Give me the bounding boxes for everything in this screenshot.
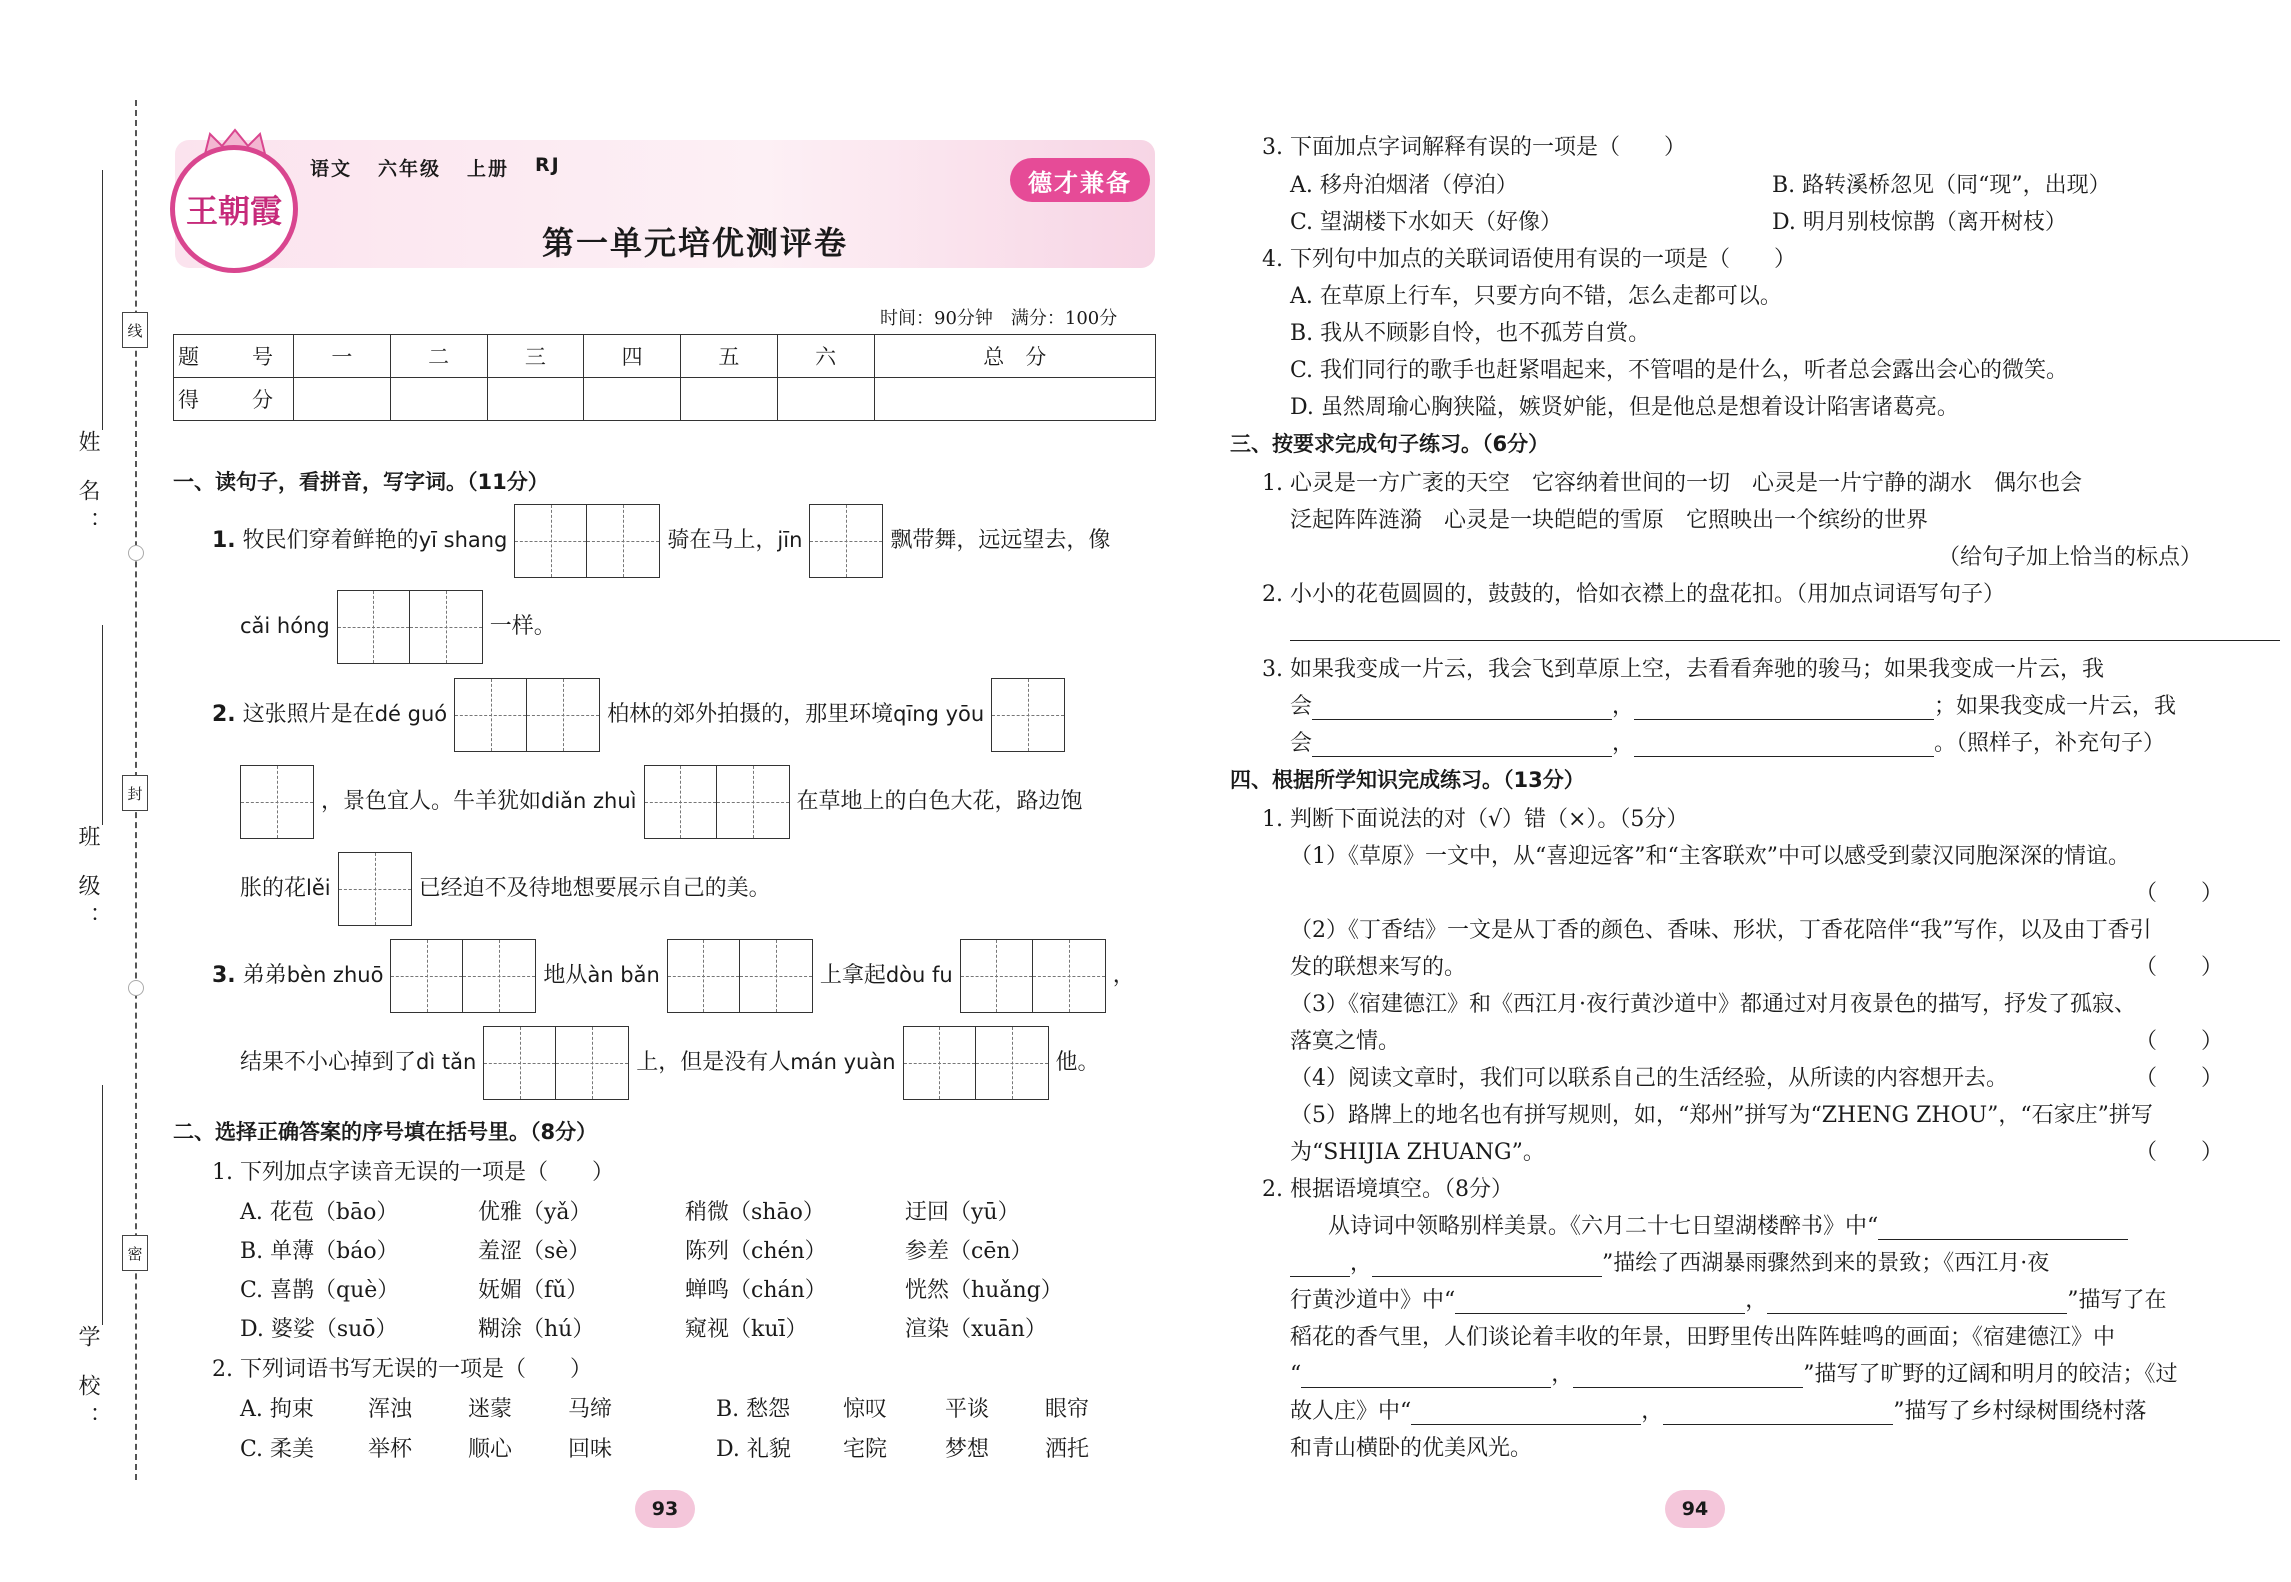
- pinyin: lěi: [306, 876, 331, 900]
- writing-grid[interactable]: [667, 939, 813, 1013]
- option-word: 宅院: [843, 1437, 888, 1462]
- section2-title: 二、选择正确答案的序号填在括号里。（8分）: [173, 1120, 598, 1144]
- pinyin: diǎn zhuì: [541, 789, 637, 813]
- writing-grid[interactable]: [809, 504, 883, 578]
- score-table-cell: 总 分: [874, 335, 1156, 378]
- mark-feng: 封: [122, 775, 148, 811]
- text: ”描写了在: [2067, 1288, 2167, 1313]
- text: 弟弟: [242, 963, 287, 988]
- text: 会: [1290, 694, 1313, 719]
- pinyin: jīn: [777, 528, 803, 552]
- text: ，: [1551, 1362, 1574, 1387]
- text: 飘带舞，远远望去，像: [890, 528, 1111, 553]
- text: 会: [1290, 731, 1313, 756]
- answer-paren[interactable]: （ ）: [2135, 881, 2224, 906]
- blank[interactable]: [1411, 1401, 1641, 1425]
- text: ，景色宜人。牛羊犹如: [321, 789, 542, 814]
- blank[interactable]: [1312, 696, 1612, 720]
- binding-hole: [128, 980, 144, 996]
- text: ”描写了旷野的辽阔和明月的皎洁；《过: [1803, 1362, 2178, 1387]
- s4-judge-2b: 发的联想来写的。: [1290, 955, 1467, 980]
- option: 渲染（xuān）: [905, 1317, 1047, 1342]
- score-table-cell: 一: [294, 335, 391, 378]
- brand-logo: [170, 145, 298, 273]
- text: ，: [1641, 1399, 1664, 1424]
- s4-judge-1: （1）《草原》一文中，从“喜迎远客”和“主客联欢”中可以感受到蒙汉同胞深深的情谊。: [1290, 844, 2130, 869]
- s4-fill-line2: ， ”描绘了西湖暴雨骤然到来的景致；《西江月·夜: [1290, 1246, 2049, 1277]
- option: 稍微（shāo）: [685, 1200, 825, 1225]
- text: 行黄沙道中》中“: [1290, 1288, 1456, 1313]
- option[interactable]: B. 我从不顾影自怜，也不孤芳自赏。: [1290, 321, 1651, 346]
- option[interactable]: D. 礼貌: [716, 1437, 791, 1462]
- writing-grid[interactable]: [454, 678, 600, 752]
- writing-grid[interactable]: [240, 765, 314, 839]
- time-score-info: 时间：90分钟 满分：100分: [880, 308, 1118, 329]
- option[interactable]: A. 拘束: [240, 1397, 314, 1422]
- logo-text: 王朝霞: [185, 192, 282, 230]
- option: 蝉鸣（chán）: [685, 1278, 827, 1303]
- s4-judge-4: （4）阅读文章时，我们可以联系自己的生活经验，从所读的内容想开去。: [1290, 1066, 2008, 1091]
- pinyin: yī shang: [418, 528, 508, 552]
- answer-paren[interactable]: （ ）: [2135, 1029, 2224, 1054]
- option: 窥视（kuī）: [685, 1317, 808, 1342]
- blank[interactable]: [1290, 1253, 1350, 1277]
- option-word: 眼帘: [1045, 1397, 1090, 1422]
- section4-title: 四、根据所学知识完成练习。（13分）: [1230, 768, 1585, 792]
- text: 一样。: [489, 614, 556, 639]
- s1-question-3-cont: [240, 1026, 1100, 1100]
- writing-grid[interactable]: [903, 1026, 1049, 1100]
- answer-paren[interactable]: （ ）: [2135, 1066, 2224, 1091]
- question-number: 1.: [212, 528, 236, 553]
- writing-grid[interactable]: [483, 1026, 629, 1100]
- score-input-cell[interactable]: [777, 378, 874, 421]
- s2-question-2: 2. 下列词语书写无误的一项是（ ）: [212, 1357, 592, 1382]
- s2-question-4: 4. 下列句中加点的关联词语使用有误的一项是（ ）: [1262, 247, 1796, 272]
- score-table-cell: 三: [487, 335, 584, 378]
- option-word: 惊叹: [843, 1397, 888, 1422]
- s3-q3-line3: [1290, 726, 2165, 757]
- option-word: 洒托: [1045, 1437, 1090, 1462]
- s4-q2: 2. 根据语境填空。（8分）: [1262, 1177, 1513, 1202]
- section1-title: 一、读句子，看拼音，写字词。（11分）: [173, 470, 549, 494]
- text: 在草地上的白色大花，路边饱: [796, 789, 1083, 814]
- option-word: 举杯: [368, 1437, 413, 1462]
- answer-line[interactable]: [1290, 640, 2280, 641]
- s4-judge-5a: （5）路牌上的地名也有拼写规则，如，“郑州”拼写为“ZHENG ZHOU”，“石家庄”拼写: [1290, 1103, 2153, 1128]
- blank[interactable]: [1634, 696, 1934, 720]
- text: 柏林的郊外拍摄的，那里环境: [607, 702, 894, 727]
- blank[interactable]: [1634, 733, 1934, 757]
- s4-q1: 1. 判断下面说法的对（√）错（×）。（5分）: [1262, 807, 1689, 832]
- option[interactable]: C. 我们同行的歌手也赶紧唱起来，不管唱的是什么，听者总会露出会心的微笑。: [1290, 358, 2069, 383]
- pinyin: dì tǎn: [416, 1050, 477, 1074]
- s4-judge-3b: 落寞之情。: [1290, 1029, 1401, 1054]
- school-underline: [102, 1085, 103, 1325]
- writing-grid[interactable]: [390, 939, 536, 1013]
- text: 上，但是没有人: [636, 1050, 791, 1075]
- s3-q2: 2. 小小的花苞圆圆的，鼓鼓的，恰如衣襟上的盘花扣。（用加点词语写句子）: [1262, 582, 2005, 607]
- question-number: 2.: [212, 702, 236, 727]
- option[interactable]: A. 花苞（bāo）: [240, 1200, 399, 1225]
- s4-fill-line3: [1290, 1283, 2167, 1314]
- s4-fill-line4: 稻花的香气里，人们谈论着丰收的年景，田野里传出阵阵蛙鸣的画面；《宿建德江》中: [1290, 1325, 2116, 1350]
- s1-question-2-cont: [240, 765, 1083, 839]
- option[interactable]: A. 移舟泊烟渚（停泊）: [1290, 173, 1518, 198]
- score-table: [173, 334, 1156, 421]
- text: ；如果我变成一片云，我: [1934, 694, 2177, 719]
- text: 牧民们穿着鲜艳的: [242, 528, 419, 553]
- score-input-cell[interactable]: [584, 378, 681, 421]
- text: 胀的花: [240, 876, 307, 901]
- edition: RJ: [535, 154, 561, 176]
- score-input-cell[interactable]: [681, 378, 778, 421]
- pinyin: bèn zhuō: [286, 963, 384, 987]
- option[interactable]: D. 明月别枝惊鹊（离开树枝）: [1772, 210, 2067, 235]
- brand-badge: 德才兼备: [1010, 158, 1150, 202]
- s3-q3-line1: 3. 如果我变成一片云，我会飞到草原上空，去看看奔驰的骏马；如果我变成一片云，我: [1262, 657, 2104, 682]
- blank[interactable]: [1301, 1364, 1551, 1388]
- blank[interactable]: [1663, 1401, 1893, 1425]
- subject: 语文: [310, 158, 353, 180]
- option: 妩媚（fǔ）: [478, 1278, 589, 1303]
- option[interactable]: D. 婆娑（suō）: [240, 1317, 398, 1342]
- score-table-cell: 二: [390, 335, 487, 378]
- grade: 六年级: [378, 158, 442, 180]
- writing-grid[interactable]: [991, 678, 1065, 752]
- option[interactable]: D. 虽然周瑜心胸狭隘，嫉贤妒能，但是他总是想着设计陷害诸葛亮。: [1290, 395, 1959, 420]
- text: ，: [1612, 731, 1635, 756]
- text: ，: [1612, 694, 1635, 719]
- text: 他。: [1055, 1050, 1100, 1075]
- option: 恍然（huǎng）: [905, 1278, 1063, 1303]
- blank[interactable]: [1372, 1253, 1602, 1277]
- text: 从诗词中领略别样美景。《六月二十七日望湖楼醉书》中“: [1328, 1214, 1879, 1239]
- pinyin: dé guó: [374, 702, 448, 726]
- name-label: 姓 名：: [75, 430, 100, 543]
- page-title: 第一单元培优测评卷: [541, 224, 848, 262]
- score-table-cell: 五: [681, 335, 778, 378]
- option: 迂回（yū）: [905, 1200, 1020, 1225]
- page-number-right: 94: [1665, 1490, 1725, 1528]
- text: 已经迫不及待地想要展示自己的美。: [418, 876, 771, 901]
- text: ”描绘了西湖暴雨骤然到来的景致；《西江月·夜: [1602, 1251, 2050, 1276]
- score-table-cell: 六: [777, 335, 874, 378]
- s4-judge-3a: （3）《宿建德江》和《西江月·夜行黄沙道中》都通过对月夜景色的描写，抒发了孤寂、: [1290, 992, 2136, 1017]
- score-input-cell[interactable]: [874, 378, 1156, 421]
- text: 结果不小心掉到了: [240, 1050, 417, 1075]
- blank[interactable]: [1878, 1216, 2128, 1240]
- blank[interactable]: [1573, 1364, 1803, 1388]
- writing-grid[interactable]: [337, 590, 483, 664]
- question-number: 3.: [212, 963, 236, 988]
- mark-mi: 密: [122, 1235, 148, 1271]
- blank[interactable]: [1767, 1290, 2067, 1314]
- writing-grid[interactable]: [644, 765, 790, 839]
- score-table-header-row: [174, 335, 1156, 378]
- text: 上拿起: [819, 963, 886, 988]
- s3-q1-line1: 1. 心灵是一方广袤的天空 它容纳着世间的一切 心灵是一片宁静的湖水 偶尔也会: [1262, 471, 2082, 496]
- option-word: 顺心: [468, 1437, 513, 1462]
- option: 糊涂（hú）: [478, 1317, 595, 1342]
- s1-question-1: [212, 504, 1110, 578]
- s1-question-3: [212, 939, 1135, 1013]
- s4-fill-line1: [1328, 1209, 2128, 1240]
- score-table-cell: 题 号: [174, 335, 294, 378]
- score-table-score-row: [174, 378, 1156, 421]
- s1-question-1-cont: [240, 590, 556, 664]
- option[interactable]: A. 在草原上行车，只要方向不错，怎么走都可以。: [1290, 284, 1782, 309]
- option: 羞涩（sè）: [478, 1239, 591, 1264]
- school-label: 学 校：: [75, 1325, 100, 1438]
- pinyin: dòu fu: [885, 963, 953, 987]
- section3-title: 三、按要求完成句子练习。（6分）: [1230, 432, 1550, 456]
- s2-question-1: 1. 下列加点字读音无误的一项是（ ）: [212, 1160, 614, 1185]
- option-word: 马缔: [568, 1397, 613, 1422]
- option[interactable]: C. 柔美: [240, 1437, 315, 1462]
- option[interactable]: B. 愁怨: [716, 1397, 791, 1422]
- option-word: 平谈: [945, 1397, 990, 1422]
- option-word: 浑浊: [368, 1397, 413, 1422]
- option[interactable]: C. 喜鹊（què）: [240, 1278, 400, 1303]
- pinyin: cǎi hóng: [240, 614, 330, 638]
- s4-judge-5b: 为“SHIJIA ZHUANG”。: [1290, 1140, 1545, 1165]
- text: 。（照样子，补充句子）: [1934, 731, 2166, 756]
- class-underline: [102, 625, 103, 825]
- s4-fill-line5: [1290, 1357, 2178, 1388]
- pinyin: àn bǎn: [587, 963, 660, 987]
- option: 参差（cēn）: [905, 1239, 1033, 1264]
- blank[interactable]: [1455, 1290, 1745, 1314]
- option-word: 梦想: [945, 1437, 990, 1462]
- binding-hole: [128, 545, 144, 561]
- writing-grid[interactable]: [514, 504, 660, 578]
- s3-q1-note: （给句子加上恰当的标点）: [1938, 545, 2203, 570]
- text: 故人庄》中“: [1290, 1399, 1412, 1424]
- mark-xian: 线: [122, 312, 148, 348]
- text: 这张照片是在: [242, 702, 375, 727]
- text: “: [1290, 1362, 1302, 1387]
- s4-judge-2a: （2）《丁香结》一文是从丁香的颜色、香味、形状，丁香花陪伴“我”写作，以及由丁香引: [1290, 918, 2152, 943]
- option-word: 迷蒙: [468, 1397, 513, 1422]
- book-meta: [310, 154, 561, 181]
- text: 地从: [543, 963, 588, 988]
- option: 优雅（yǎ）: [478, 1200, 592, 1225]
- page-number-left: 93: [635, 1490, 695, 1528]
- class-label: 班 级：: [75, 825, 100, 938]
- s4-fill-line6: [1290, 1394, 2147, 1425]
- text: 骑在马上，: [667, 528, 778, 553]
- option: 陈列（chén）: [685, 1239, 827, 1264]
- score-table-cell: 得 分: [174, 378, 294, 421]
- text: ，: [1112, 963, 1135, 988]
- term: 上册: [467, 158, 510, 180]
- score-table-cell: 四: [584, 335, 681, 378]
- blank[interactable]: [1312, 733, 1612, 757]
- option[interactable]: B. 单薄（báo）: [240, 1239, 399, 1264]
- right-page: [1200, 0, 2291, 1582]
- answer-paren[interactable]: （ ）: [2135, 1140, 2224, 1165]
- answer-paren[interactable]: （ ）: [2135, 955, 2224, 980]
- score-input-cell[interactable]: [487, 378, 584, 421]
- pinyin: mán yuàn: [790, 1050, 896, 1074]
- s2-question-3: 3. 下面加点字词解释有误的一项是（ ）: [1262, 135, 1686, 160]
- s1-question-2: [212, 678, 1065, 752]
- text: ，: [1745, 1288, 1768, 1313]
- s4-fill-line7: 和青山横卧的优美风光。: [1290, 1436, 1533, 1461]
- s3-q3-line2: [1290, 689, 2176, 720]
- s3-q1-line2: 泛起阵阵涟漪 心灵是一块皑皑的雪原 它照映出一个缤纷的世界: [1290, 508, 1929, 533]
- text: ”描写了乡村绿树围绕村落: [1893, 1399, 2147, 1424]
- writing-grid[interactable]: [960, 939, 1106, 1013]
- option[interactable]: B. 路转溪桥忽见（同“现”，出现）: [1772, 173, 2111, 198]
- name-underline: [102, 170, 103, 430]
- writing-grid[interactable]: [338, 852, 412, 926]
- s1-question-2-cont2: [240, 852, 771, 926]
- score-input-cell[interactable]: [390, 378, 487, 421]
- pinyin: qīng yōu: [893, 702, 985, 726]
- score-input-cell[interactable]: [294, 378, 391, 421]
- option-word: 回味: [568, 1437, 613, 1462]
- option[interactable]: C. 望湖楼下水如天（好像）: [1290, 210, 1563, 235]
